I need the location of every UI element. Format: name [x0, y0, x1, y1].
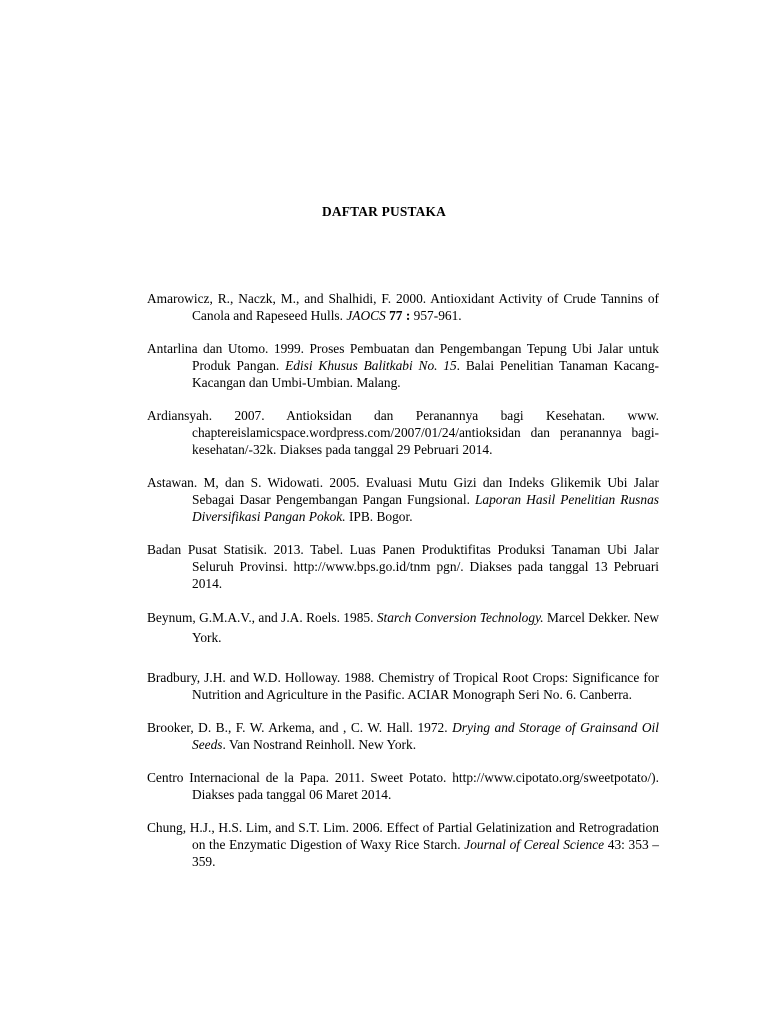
reference-entry	[147, 608, 659, 648]
reference-entry	[147, 769, 659, 803]
reference-text: Amarowicz, R., Naczk, M., and Shalhidi, F. 2000. Antioxidant Activity of Crude Tannins of Canola and Rapeseed Hulls.	[147, 291, 659, 323]
reference-list	[147, 290, 659, 886]
publication-title: Edisi Khusus Balitkabi No. 15	[285, 358, 457, 373]
publication-title: Laporan Hasil Penelitian Rusnas Diversifikasi Pangan Pokok.	[192, 492, 659, 524]
reference-text: Ardiansyah. 2007. Antioksidan dan Peranannya bagi Kesehatan. www. chaptereislamicspace.wordpress.com/2007/01/24/antioksidan dan peranannya bagi-kesehatan/-32k. Diakses pada tanggal 29 Pebruari 2014.	[147, 408, 659, 457]
volume-number: 77 :	[385, 308, 411, 323]
reference-text: Chung, H.J., H.S. Lim, and S.T. Lim. 2006. Effect of Partial Gelatinization and Retrogradation on the Enzymatic Digestion of Waxy Rice Starch.	[147, 820, 659, 852]
reference-entry	[147, 474, 659, 525]
reference-text: . Van Nostrand Reinholl. New York.	[222, 737, 417, 752]
reference-text: Beynum, G.M.A.V., and J.A. Roels. 1985.	[147, 610, 377, 625]
reference-text: Antarlina dan Utomo. 1999. Proses Pembuatan dan Pengembangan Tepung Ubi Jalar untuk Produk Pangan.	[147, 341, 659, 373]
reference-text: 43: 353 – 359.	[192, 837, 659, 869]
reference-entry	[147, 541, 659, 592]
reference-text: IPB. Bogor.	[345, 509, 413, 524]
reference-entry	[147, 819, 659, 870]
reference-text: Bradbury, J.H. and W.D. Holloway. 1988. Chemistry of Tropical Root Crops: Significance for Nutrition and Agriculture in the Pasific. ACIAR Monograph Seri No. 6. Canberra.	[147, 670, 659, 702]
reference-text: Centro Internacional de la Papa. 2011. Sweet Potato. http://www.cipotato.org/sweetpotato/). Diakses pada tanggal 06 Maret 2014.	[147, 770, 659, 802]
reference-text: . Balai Penelitian Tanaman Kacang-Kacangan dan Umbi-Umbian. Malang.	[192, 358, 660, 390]
reference-text: Astawan. M, dan S. Widowati. 2005. Evaluasi Mutu Gizi dan Indeks Glikemik Ubi Jalar Sebagai Dasar Pengembangan Pangan Fungsional.	[147, 475, 659, 507]
journal-name: Journal of Cereal Science	[464, 837, 605, 852]
reference-entry	[147, 669, 659, 703]
publication-title: Starch Conversion Technology.	[376, 610, 544, 625]
reference-entry	[147, 719, 659, 753]
journal-name: JAOCS	[346, 308, 386, 323]
reference-entry	[147, 340, 659, 391]
reference-text: Badan Pusat Statisik. 2013. Tabel. Luas Panen Produktifitas Produksi Tanaman Ubi Jalar Seluruh Provinsi. http://www.bps.go.id/tnm pgn/. Diakses pada tanggal 13 Pebruari 2014.	[147, 542, 659, 591]
reference-text: 957-961.	[410, 308, 462, 323]
page-title: DAFTAR PUSTAKA	[322, 204, 446, 219]
reference-entry	[147, 407, 659, 458]
publication-title: Drying and Storage of Grainsand Oil Seeds	[192, 720, 659, 752]
reference-entry	[147, 290, 659, 324]
reference-text: Marcel Dekker. New York.	[192, 610, 659, 645]
reference-text: Brooker, D. B., F. W. Arkema, and , C. W. Hall. 1972.	[147, 720, 453, 735]
